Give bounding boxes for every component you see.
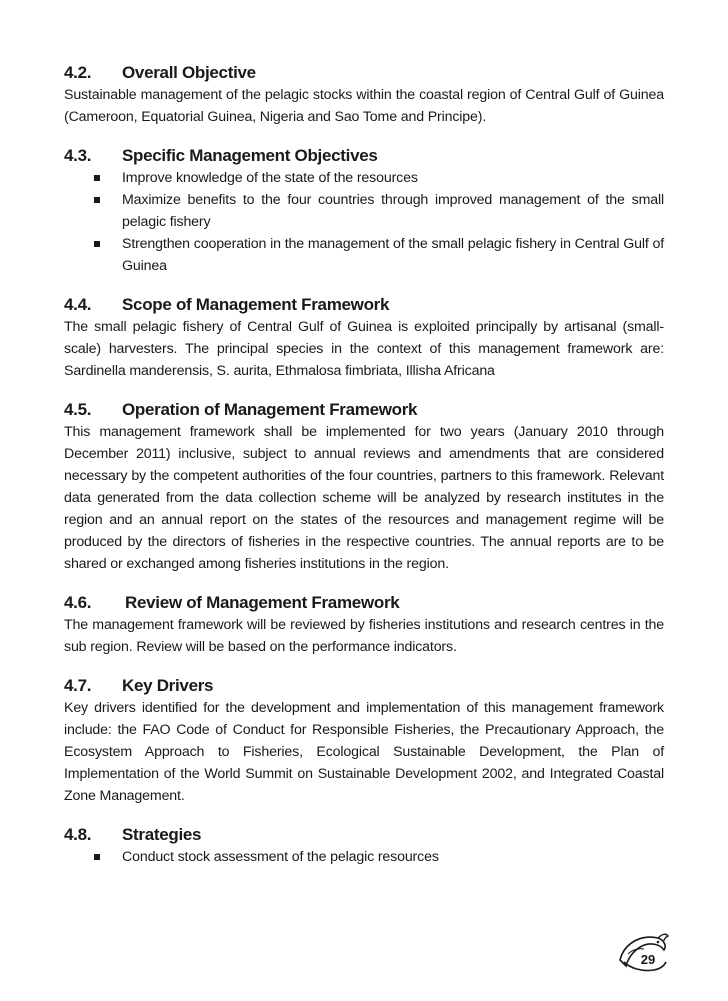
section-title: Specific Management Objectives	[122, 146, 378, 165]
section-number: 4.8.	[64, 825, 92, 844]
bullet-list	[64, 167, 664, 277]
section-title: Operation of Management Framework	[122, 400, 418, 419]
section-key-drivers	[64, 675, 664, 807]
section-heading	[64, 294, 664, 316]
document-body	[64, 62, 664, 885]
list-item	[64, 167, 664, 189]
section-heading	[64, 824, 664, 846]
page-number: 29	[640, 952, 656, 967]
section-heading	[64, 62, 664, 84]
section-scope	[64, 294, 664, 382]
square-bullet-icon	[94, 197, 100, 203]
bullet-list	[64, 846, 664, 868]
section-number: 4.3.	[64, 146, 92, 165]
list-item	[64, 846, 664, 868]
square-bullet-icon	[94, 854, 100, 860]
square-bullet-icon	[94, 241, 100, 247]
section-title: Key Drivers	[122, 676, 214, 695]
section-heading	[64, 145, 664, 167]
section-title: Review of Management Framework	[125, 593, 400, 612]
list-item-text: Strengthen cooperation in the management of the small pelagic fishery in Central Gulf of Guinea	[122, 236, 664, 274]
section-strategies	[64, 824, 664, 868]
section-number: 4.2.	[64, 63, 92, 82]
section-overall-objective	[64, 62, 664, 128]
section-title: Strategies	[122, 825, 202, 844]
section-number: 4.4.	[64, 295, 92, 314]
section-paragraph: The small pelagic fishery of Central Gulf of Guinea is exploited principally by artisanal (small-scale) harvesters. The principal species in the context of this management framework are: Sardinella manderensis, S. aurita, Ethmalosa fimbriata, Illisha Africana	[64, 319, 664, 379]
section-operation	[64, 399, 664, 575]
section-heading	[64, 592, 664, 614]
section-heading	[64, 675, 664, 697]
list-item-text: Maximize benefits to the four countries through improved management of the small pelagic fishery	[122, 192, 664, 230]
section-paragraph: Sustainable management of the pelagic stocks within the coastal region of Central Gulf of Guinea (Cameroon, Equatorial Guinea, Nigeria and Sao Tome and Principe).	[64, 87, 664, 125]
list-item	[64, 233, 664, 277]
list-item-text: Improve knowledge of the state of the resources	[122, 170, 418, 186]
section-number: 4.6.	[64, 593, 92, 612]
square-bullet-icon	[94, 175, 100, 181]
section-paragraph: The management framework will be reviewed by fisheries institutions and research centres in the sub region. Review will be based on the performance indicators.	[64, 617, 664, 655]
section-specific-objectives	[64, 145, 664, 277]
section-number: 4.7.	[64, 676, 92, 695]
list-item-text: Conduct stock assessment of the pelagic resources	[122, 849, 439, 865]
section-paragraph: This management framework shall be implemented for two years (January 2010 through December 2011) inclusive, subject to annual reviews and amendments that are considered necessary by the competent authorities of the four countries, partners to this framework. Relevant data generated from the data collection scheme will be analyzed by research institutes in the region and an annual report on the states of the resources and management regime will be produced by the directors of fisheries in the respective countries. The annual reports are to be shared or exchanged among fisheries institutions in the region.	[64, 424, 664, 572]
section-number: 4.5.	[64, 400, 92, 419]
list-item	[64, 189, 664, 233]
section-title: Scope of Management Framework	[122, 295, 390, 314]
section-title: Overall Objective	[122, 63, 256, 82]
section-review	[64, 592, 664, 658]
section-heading	[64, 399, 664, 421]
section-paragraph: Key drivers identified for the development and implementation of this management framework include: the FAO Code of Conduct for Responsible Fisheries, the Precautionary Approach, the Ecosystem Approach to Fisheries, Ecological Sustainable Development, the Plan of Implementation of the World Summit on Sustainable Development 2002, and Integrated Coastal Zone Management.	[64, 700, 664, 804]
